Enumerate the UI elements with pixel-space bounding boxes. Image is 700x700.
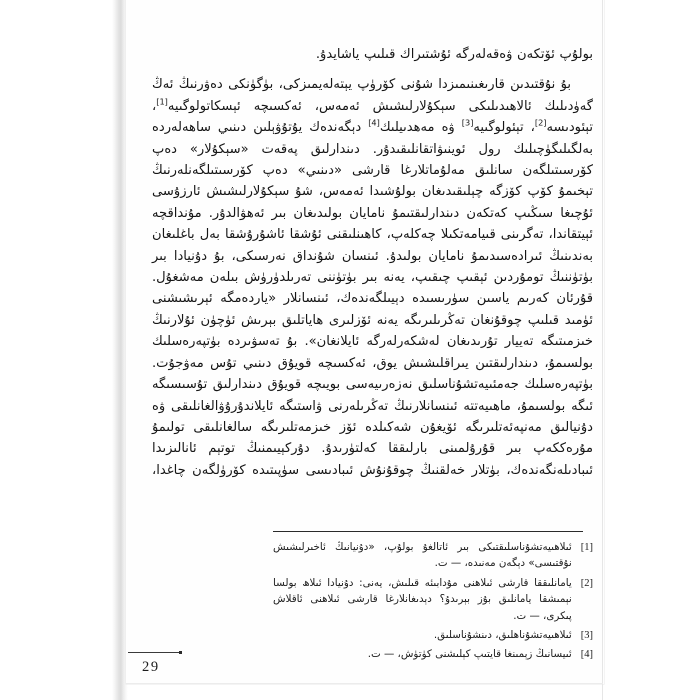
- footnote-block: [273, 531, 593, 666]
- footnote-ref-4[interactable]: [4]: [368, 117, 380, 128]
- footnote-text-4: ئىيسانىڭ زېمىنغا قايتىپ كېلىشنى كۈتۈش، — ت.: [367, 648, 572, 661]
- paragraph-1: بولۇپ ئۆتكەن ۋەقەلەرگە ئۇشتىراك قىلىپ ياشايدۇ.: [315, 47, 593, 62]
- footnote-text-2: يامانلىققا قارشى ئىلاھنى مۇدابىئە قىلىش، يەنى: دۇنيادا ئىلاھ بولسا نېمىشقا يامانلىق بۇز بېرىدۇ؟ دېدىغانلارغا قارشى ئىلاھنى ئاقلاش پىكرى، — ت.: [273, 576, 572, 622]
- paragraph-2: [152, 74, 593, 481]
- folio-dot: [179, 651, 182, 654]
- footnote-ref-2[interactable]: [2]: [534, 117, 547, 128]
- paragraph-2-segment-2: ، تېئودىسە: [152, 98, 593, 136]
- footnote-marker-4[interactable]: [4]: [580, 649, 593, 661]
- folio-rule: [128, 652, 181, 653]
- footnote-text-1: ئىلاھىيەتشۇناسلىقتىكى بىر ئاتالغۇ بولۇپ، «دۇنيانىڭ ئاخىرلىشىش نۇقتىسى» دېگەن مەنىدە، — ت.: [273, 540, 572, 570]
- paragraph-2-segment-1: بۇ نۇقتىدىن قارىغىنىمىزدا شۇنى كۆرۈپ يېتەلەيمىزكى، بۈگۈنكى دەۋرنىڭ ئەڭ گەۈدىلىك ئالاھىدىلىكى سېكۇلارلىشىش ئەمەس، ئەكسىچە ئېسكاتولوگىيە: [152, 77, 593, 114]
- footnote-item: [273, 646, 593, 663]
- footnote-separator-rule: [273, 531, 583, 532]
- page-bottom-edge: [126, 683, 603, 684]
- paragraph-2-segment-4: ۋە مەھدىيلىك: [379, 120, 462, 136]
- footnote-item: [273, 627, 593, 644]
- paragraph-2-segment-5: دېگەندەك يۇتۇۋېلىن دىنىي ساھەلەردە بەلگىلىگۈچىلىك رول ئوينىۋاتقانلىقىدۇر. دىندارلىق پەقەت «سېكۇلار» دەپ كۆرسىتىلگەن سانلىق مەلۇماتلارغا قارشى «دىنىي» دەپ كۆرسىتىلگەنلەرنىڭ تېخىمۇ كۆپ كۆزگە چېلىقىدىغان بولۇشىدا ئەمەس، شۇ سېكۇلارلىشىش ئارزۇسى ئۇچىغا سىڭىپ كەتكەن دىندارلىقتىمۇ نامايان بولىدىغان بىر ئەھۋالدۇر. مۇنداقچە ئېيتقاندا، تەگرىنى قىيامەتكىلا چەكلەپ، كاھىنلىقنى ئۇشقا ئاشۇرۇشقا بەل باغلىغان بەندىنىڭ ئىرادەسىدىمۇ نامايان بولىدۇ. ئىنسان شۇنداق نەرسىكى، بۇ دۇنيادا بىر بۈتۈننىڭ تومۇردىن ئېقىپ چىقىپ، يەنە بىر بۈتۈننى تەرىلدۈرۈش بىلەن مەشغۇل. قۇرئان كەرىم ياسىن سۈرىسىدە دېيىلگەندەك، ئىنسانلار «ياردەمگە ئېرىشىشنى ئۈمىد قىلىپ چوقۇنغان تەڭرىلىرىگە يەنە ئۆزلىرى ھاياتلىق بېرىش ئۈچۈن ئۇلارنىڭ خىزمىتىگە تەييار تۇرىدىغان لەشكەرلەرگە ئايلانغان». بۇ تەسۋىردە بۈتپەرەسلىك بولسىمۇ، دىندارلىقتىن يىراقلىشىش يوق، ئەكسىچە قويۇق دىنىي تۇس مەۋجۇت. بۈتپەرەسلىك جەمئىيەتشۇناسلىق نەزەرىيەسى بويىچە قويۇق دىندارلىق تۇسىسىگە ئىگە بولسىمۇ، ماھىيەتتە ئىنسانلارنىڭ تەڭرىلەرنى ۋاستىگە ئايلاندۇرۇۋالغانلىقى ۋە دۇنيالىق مەنپەئەتلىرىگە ئۆيغۇن شەكىلدە ئۆز خىزمەتلىرىگە سالغانلىقى تولىمۇ مۇرەككەپ بىر قۇرۇلمىنى بارلىققا كەلتۈرىدۇ. دۇركېيىمنىڭ توتېم ئانالىزىدا ئىبادىلەنگەندەك، بۈتلار خەلقنىڭ چوقۇنۇش ئىبادىسى سۈپىتىدە كۆرۈلگەن چاغدا،: [152, 120, 593, 478]
- footnote-marker-2[interactable]: [2]: [580, 577, 593, 589]
- footnote-item: [273, 539, 593, 572]
- page-number: 29: [142, 659, 160, 676]
- footnote-marker-3[interactable]: [3]: [580, 629, 593, 641]
- footnote-ref-3[interactable]: [3]: [461, 117, 474, 128]
- text-column: [152, 44, 593, 481]
- footnote-marker-1[interactable]: [1]: [580, 541, 593, 553]
- footnote-text-3: ئىلاھىيەتشۇناھلىق، دىنشۇناسلىق.: [433, 628, 572, 641]
- paragraph-2-segment-3: ، تېئولوگىيە: [473, 120, 535, 136]
- folio: [128, 652, 248, 676]
- page-right-edge: [602, 0, 603, 700]
- footnote-ref-1[interactable]: [1]: [156, 96, 168, 107]
- footnote-item: [273, 575, 593, 625]
